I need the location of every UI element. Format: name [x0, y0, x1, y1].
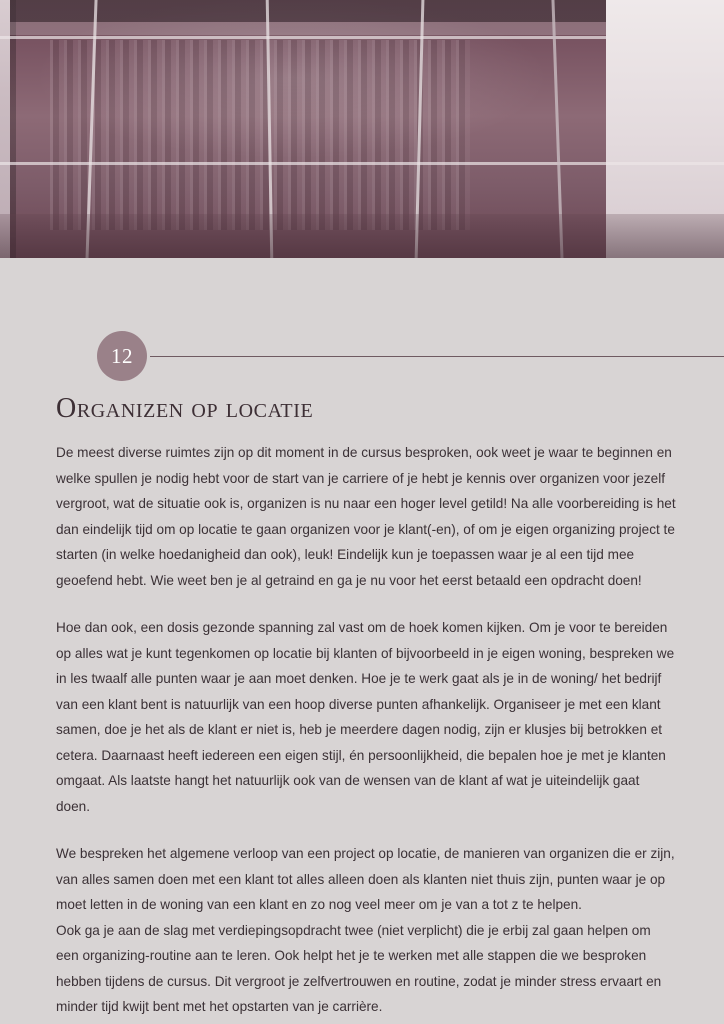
paragraph: We bespreken het algemene verloop van een project op locatie, de manieren van organizen die er zijn, van alles samen doen met een klant tot alles alleen doen als klanten niet thuis zijn, punten waar je op moet letten in de woning van een klant en zo nog veel meer om je van a tot z te helpen. — [56, 846, 675, 912]
chapter-rule — [150, 356, 724, 357]
paragraph: Hoe dan ook, een dosis gezonde spanning zal vast om de hoek komen kijken. Om je voor te bereiden op alles wat je kunt tegenkomen op locatie bij klanten of bijvoorbeeld in je eigen woning, bespreken we in les twaalf alle punten waar je aan moet denken. Hoe je te werk gaat als je in de woning/ het bedrijf van een klant bent is natuurlijk van een hoop diverse punten afhankelijk. Organiseer je met een klant samen, doe je het als de klant er niet is, heb je meerdere dagen nodig, zijn er klusjes bij betrokken et cetera. Daarnaast heeft iedereen een eigen stijl, én persoonlijkheid, die bepalen hoe je met je klanten omgaat. Als laatste hangt het natuurlijk ook van de wensen van de klant af wat je uiteindelijk gaat doen. — [56, 620, 675, 814]
chapter-number: 12 — [111, 343, 133, 368]
paragraph: De meest diverse ruimtes zijn op dit moment in de cursus besproken, ook weet je waar te beginnen en welke spullen je nodig hebt voor de start van je carriere of je hebt je kennis over organizen voor jezelf vergroot, wat de situatie ook is, organizen is nu naar een hoger level getild! Na alle voorbereiding is het dan eindelijk tijd om op locatie te gaan organizen voor je klant(-en), of om je eigen organizing project te starten (in welke hoedanigheid dan ook), leuk! Eindelijk kun je toepassen waar je al een tijd mee geoefend hebt. Wie weet ben je al getraind en ga je nu voor het eerst betaald een opdracht doen! — [56, 445, 676, 588]
hero-image — [0, 0, 724, 258]
body-text — [56, 440, 676, 1020]
page-title: Organizen op locatie — [56, 393, 314, 424]
hero-floor-shadow — [0, 214, 724, 258]
hero-shelf-line — [0, 162, 724, 165]
chapter-number-badge — [97, 331, 147, 381]
paragraph: Ook ga je aan de slag met verdiepingsopdracht twee (niet verplicht) die je erbij zal gaan helpen om een organizing-routine aan te leren. Ook helpt het je te werken met alle stappen die we besproken hebben tijdens de cursus. Dit vergroot je zelfvertrouwen en routine, zodat je minder stress ervaart en minder tijd kwijt bent met het opstarten van je carrière. — [56, 922, 662, 1014]
hero-rail-line — [0, 36, 724, 39]
